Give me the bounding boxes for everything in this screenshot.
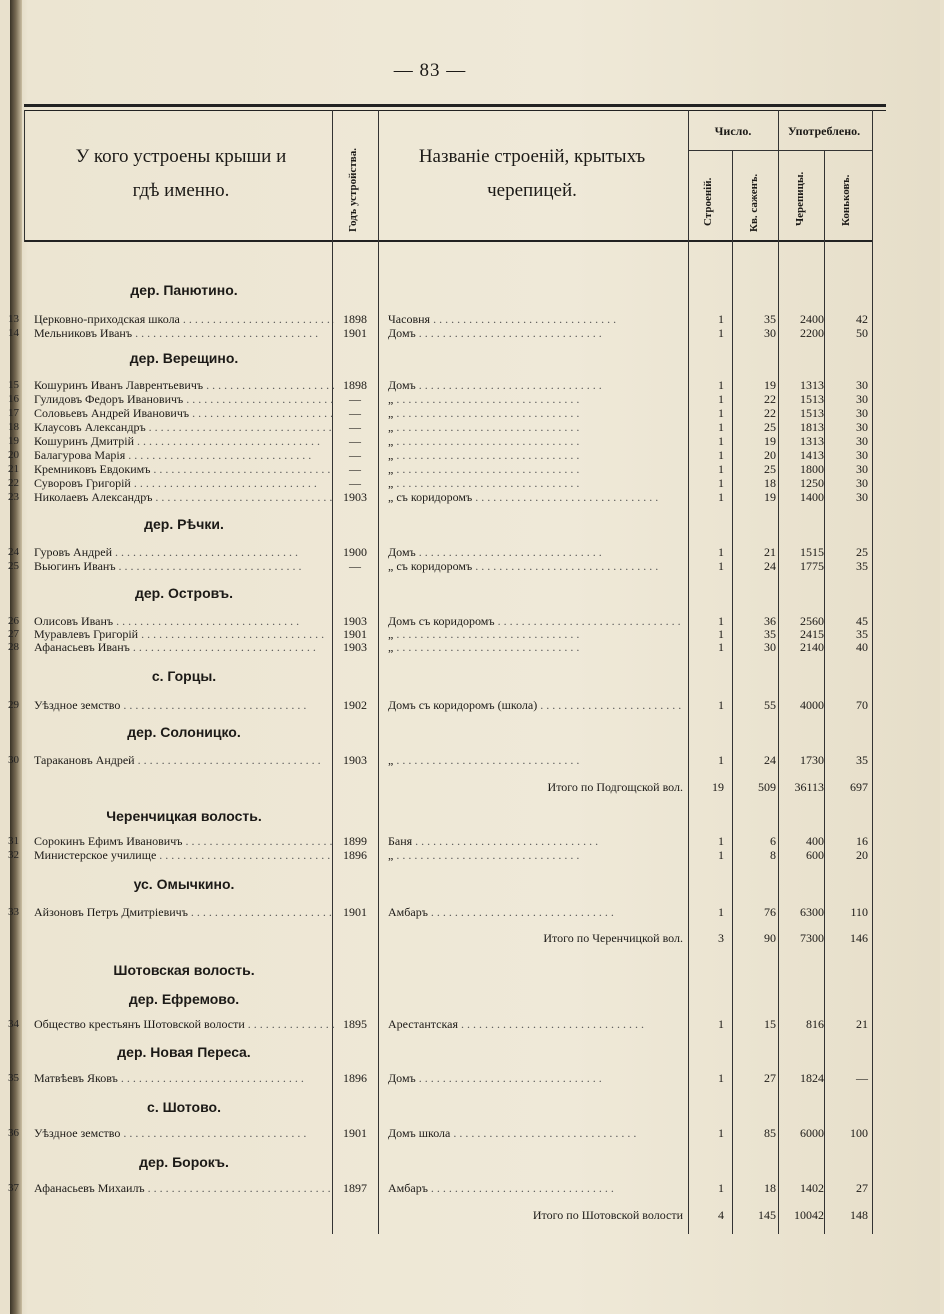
building-name: Домъ . . . — [388, 378, 683, 392]
square-sazhen: 76 — [764, 905, 776, 919]
year-cell: — — [349, 559, 361, 573]
year-cell: 1901 — [343, 627, 367, 641]
header-rule — [24, 240, 872, 242]
row-number: 19 — [8, 435, 19, 447]
header-buildings: Названіе строеній, крытыхъ черепицей. — [418, 146, 646, 201]
building-name: „ съ коридоромъ . . . — [388, 559, 683, 573]
year-cell: 1896 — [343, 848, 367, 862]
year-cell: 1897 — [343, 1181, 367, 1195]
square-sazhen: 19 — [764, 490, 776, 504]
building-name: „ . . . — [388, 420, 683, 434]
square-sazhen: 30 — [764, 326, 776, 340]
buildings-count: 1 — [718, 614, 724, 628]
row-number: 18 — [8, 421, 19, 433]
tiles-count: 1800 — [800, 462, 824, 476]
row-number: 13 — [8, 313, 19, 325]
buildings-count: 4 — [718, 1208, 724, 1222]
header-subrule — [688, 150, 872, 151]
square-sazhen: 25 — [764, 420, 776, 434]
section-title: Шотовская волость. — [113, 962, 255, 978]
owner-name: Кошуринъ Иванъ Лаврентьевичъ . . . — [34, 378, 334, 392]
tiles-count: 1513 — [800, 392, 824, 406]
column-line — [872, 110, 873, 1234]
year-cell: 1896 — [343, 1071, 367, 1085]
row-number: 14 — [8, 327, 19, 339]
ridges-count: 30 — [856, 406, 868, 420]
tiles-count: 400 — [806, 834, 824, 848]
header-year: Годъ устройства. — [347, 148, 359, 232]
ridges-count: 148 — [850, 1208, 868, 1222]
total-row — [10, 1208, 940, 1222]
square-sazhen: 25 — [764, 462, 776, 476]
square-sazhen: 22 — [764, 392, 776, 406]
tiles-count: 6000 — [800, 1126, 824, 1140]
buildings-count: 1 — [718, 406, 724, 420]
tiles-count: 1313 — [800, 378, 824, 392]
buildings-count: 19 — [712, 780, 724, 794]
table-row — [10, 420, 940, 434]
building-name: Амбаръ . . . — [388, 1181, 683, 1195]
table-row — [10, 640, 940, 654]
table-row — [10, 476, 940, 490]
row-number: 36 — [8, 1127, 19, 1139]
tiles-count: 1824 — [800, 1071, 824, 1085]
document-page — [10, 0, 940, 1314]
owner-name: Министерское училище . . . — [34, 848, 334, 862]
year-cell: — — [349, 406, 361, 420]
table-row — [10, 490, 940, 504]
tiles-count: 1413 — [800, 448, 824, 462]
table-row — [10, 627, 940, 641]
owner-name: Сорокинъ Ефимъ Ивановичъ . . . — [34, 834, 334, 848]
table-row — [10, 406, 940, 420]
ridges-count: — — [856, 1071, 868, 1085]
square-sazhen: 18 — [764, 1181, 776, 1195]
year-cell: — — [349, 392, 361, 406]
binding-edge — [10, 0, 22, 1314]
ridges-count: 16 — [856, 834, 868, 848]
tiles-count: 2140 — [800, 640, 824, 654]
building-name: „ . . . — [388, 848, 683, 862]
row-number: 31 — [8, 835, 19, 847]
building-name: Амбаръ . . . — [388, 905, 683, 919]
ridges-count: 35 — [856, 753, 868, 767]
ridges-count: 30 — [856, 462, 868, 476]
buildings-count: 3 — [718, 931, 724, 945]
tiles-count: 6300 — [800, 905, 824, 919]
tiles-count: 2415 — [800, 627, 824, 641]
table-row — [10, 905, 940, 919]
column-line — [24, 110, 25, 242]
ridges-count: 25 — [856, 545, 868, 559]
owner-name: Кошуринъ Дмитрій . . . — [34, 434, 334, 448]
ridges-count: 146 — [850, 931, 868, 945]
table-row — [10, 545, 940, 559]
tiles-count: 10042 — [794, 1208, 824, 1222]
section-title: дер. Ефремово. — [128, 991, 240, 1007]
column-line — [378, 110, 379, 1234]
year-cell: 1895 — [343, 1017, 367, 1031]
table-row — [10, 1181, 940, 1195]
section-title: дер. Островъ. — [135, 585, 233, 601]
building-name: Домъ съ коридоромъ (школа) . . . — [388, 698, 683, 712]
table-row — [10, 698, 940, 712]
ridges-count: 30 — [856, 490, 868, 504]
ridges-count: 42 — [856, 312, 868, 326]
tiles-count: 1313 — [800, 434, 824, 448]
buildings-count: 1 — [718, 1126, 724, 1140]
square-sazhen: 30 — [764, 640, 776, 654]
tiles-count: 1515 — [800, 545, 824, 559]
top-rule — [24, 104, 886, 107]
row-number: 15 — [8, 379, 19, 391]
square-sazhen: 21 — [764, 545, 776, 559]
section-title: ус. Омычкино. — [133, 876, 235, 892]
buildings-count: 1 — [718, 559, 724, 573]
ridges-count: 30 — [856, 476, 868, 490]
square-sazhen: 19 — [764, 378, 776, 392]
buildings-count: 1 — [718, 1181, 724, 1195]
section-title: дер. Рѣчки. — [144, 516, 224, 532]
year-cell: 1898 — [343, 312, 367, 326]
square-sazhen: 8 — [770, 848, 776, 862]
year-cell: 1903 — [343, 614, 367, 628]
table-row — [10, 392, 940, 406]
ridges-count: 30 — [856, 448, 868, 462]
header-used-group: Употреблено. — [787, 124, 861, 138]
building-name: „ . . . — [388, 476, 683, 490]
year-cell: 1901 — [343, 905, 367, 919]
square-sazhen: 22 — [764, 406, 776, 420]
building-name: „ . . . — [388, 448, 683, 462]
tiles-count: 1813 — [800, 420, 824, 434]
owner-name: Муравлевъ Григорій . . . — [34, 627, 334, 641]
owner-name: Кремниковъ Евдокимъ . . . — [34, 462, 334, 476]
tiles-count: 1513 — [800, 406, 824, 420]
square-sazhen: 36 — [764, 614, 776, 628]
building-name: „ . . . — [388, 640, 683, 654]
buildings-count: 1 — [718, 476, 724, 490]
owner-name: Таракановъ Андрей . . . — [34, 753, 334, 767]
year-cell: — — [349, 476, 361, 490]
year-cell: 1903 — [343, 640, 367, 654]
ridges-count: 110 — [850, 905, 868, 919]
section-title: дер. Новая Пересa. — [117, 1044, 251, 1060]
owner-name: Гуровъ Андрей . . . — [34, 545, 334, 559]
section-title: дер. Верещино. — [129, 350, 239, 366]
owner-name: Афанасьевъ Михаилъ . . . — [34, 1181, 334, 1195]
row-number: 27 — [8, 628, 19, 640]
buildings-count: 1 — [718, 627, 724, 641]
ridges-count: 50 — [856, 326, 868, 340]
row-number: 16 — [8, 393, 19, 405]
ridges-count: 100 — [850, 1126, 868, 1140]
square-sazhen: 509 — [758, 780, 776, 794]
row-number: 28 — [8, 641, 19, 653]
square-sazhen: 35 — [764, 312, 776, 326]
square-sazhen: 90 — [764, 931, 776, 945]
tiles-count: 600 — [806, 848, 824, 862]
row-number: 23 — [8, 491, 19, 503]
building-name: „ . . . — [388, 434, 683, 448]
building-name: „ . . . — [388, 392, 683, 406]
section-title: дер. Солоницко. — [127, 724, 241, 740]
building-name: Итого по Черенчицкой вол. — [543, 931, 683, 945]
square-sazhen: 145 — [758, 1208, 776, 1222]
building-name: Арестантская . . . — [388, 1017, 683, 1031]
total-row — [10, 780, 940, 794]
building-name: Домъ школа . . . — [388, 1126, 683, 1140]
buildings-count: 1 — [718, 753, 724, 767]
square-sazhen: 24 — [764, 753, 776, 767]
year-cell: 1903 — [343, 490, 367, 504]
row-number: 21 — [8, 463, 19, 475]
buildings-count: 1 — [718, 392, 724, 406]
year-cell: 1902 — [343, 698, 367, 712]
owner-name: Клаусовъ Александръ . . . — [34, 420, 334, 434]
buildings-count: 1 — [718, 1017, 724, 1031]
tiles-count: 4000 — [800, 698, 824, 712]
owner-name: Айзоновъ Петръ Дмитріевичъ . . . — [34, 905, 334, 919]
buildings-count: 1 — [718, 905, 724, 919]
top-rule-thin — [24, 110, 886, 111]
owner-name: Николаевъ Александръ . . . — [34, 490, 334, 504]
table-row — [10, 448, 940, 462]
square-sazhen: 55 — [764, 698, 776, 712]
buildings-count: 1 — [718, 312, 724, 326]
owner-name: Церковно-приходская школа . . . — [34, 312, 334, 326]
building-name: Баня . . . — [388, 834, 683, 848]
tiles-count: 1402 — [800, 1181, 824, 1195]
table-row — [10, 614, 940, 628]
row-number: 37 — [8, 1182, 19, 1194]
owner-name: Гулидовъ Федоръ Ивановичъ . . . — [34, 392, 334, 406]
header-ridges: Коньковъ. — [840, 174, 852, 226]
square-sazhen: 35 — [764, 627, 776, 641]
row-number: 34 — [8, 1018, 19, 1030]
table-row — [10, 1071, 940, 1085]
tiles-count: 2400 — [800, 312, 824, 326]
row-number: 25 — [8, 560, 19, 572]
table-row — [10, 834, 940, 848]
year-cell: 1901 — [343, 326, 367, 340]
square-sazhen: 24 — [764, 559, 776, 573]
buildings-count: 1 — [718, 490, 724, 504]
square-sazhen: 19 — [764, 434, 776, 448]
table-row — [10, 312, 940, 326]
owner-name: Мельниковъ Иванъ . . . — [34, 326, 334, 340]
total-row — [10, 931, 940, 945]
buildings-count: 1 — [718, 834, 724, 848]
building-name: „ . . . — [388, 627, 683, 641]
column-line — [778, 110, 779, 1234]
header-count-group: Число. — [714, 124, 752, 138]
tiles-count: 1730 — [800, 753, 824, 767]
section-title: Черенчицкая волость. — [106, 808, 262, 824]
row-number: 26 — [8, 615, 19, 627]
ridges-count: 697 — [850, 780, 868, 794]
ridges-count: 40 — [856, 640, 868, 654]
tiles-count: 2560 — [800, 614, 824, 628]
ridges-count: 45 — [856, 614, 868, 628]
tiles-count: 1775 — [800, 559, 824, 573]
section-title: с. Шотово. — [147, 1099, 221, 1115]
tiles-count: 1400 — [800, 490, 824, 504]
building-name: „ . . . — [388, 753, 683, 767]
owner-name: Олисовъ Иванъ . . . — [34, 614, 334, 628]
section-title: с. Горцы. — [151, 668, 217, 684]
ridges-count: 30 — [856, 392, 868, 406]
table-row — [10, 326, 940, 340]
header-buildings-count: Строеній. — [702, 177, 714, 226]
tiles-count: 816 — [806, 1017, 824, 1031]
building-name: Домъ . . . — [388, 326, 683, 340]
tiles-count: 36113 — [794, 780, 824, 794]
table-row — [10, 462, 940, 476]
square-sazhen: 18 — [764, 476, 776, 490]
table-row — [10, 434, 940, 448]
table-row — [10, 559, 940, 573]
row-number: 32 — [8, 849, 19, 861]
ridges-count: 30 — [856, 378, 868, 392]
owner-name: Уѣздное земство . . . — [34, 698, 334, 712]
square-sazhen: 20 — [764, 448, 776, 462]
year-cell: — — [349, 420, 361, 434]
table-row — [10, 753, 940, 767]
ridges-count: 35 — [856, 627, 868, 641]
year-cell: 1903 — [343, 753, 367, 767]
header-tiles: Черепицы. — [794, 171, 806, 226]
table-row — [10, 1126, 940, 1140]
buildings-count: 1 — [718, 462, 724, 476]
ridges-count: 27 — [856, 1181, 868, 1195]
owner-name: Балагурова Марія . . . — [34, 448, 334, 462]
column-line — [688, 110, 689, 1234]
row-number: 20 — [8, 449, 19, 461]
building-name: „ . . . — [388, 462, 683, 476]
buildings-count: 1 — [718, 448, 724, 462]
building-name: Итого по Подгощской вол. — [547, 780, 683, 794]
year-cell: 1898 — [343, 378, 367, 392]
building-name: Домъ . . . — [388, 545, 683, 559]
square-sazhen: 27 — [764, 1071, 776, 1085]
owner-name: Суворовъ Григорій . . . — [34, 476, 334, 490]
buildings-count: 1 — [718, 420, 724, 434]
square-sazhen: 85 — [764, 1126, 776, 1140]
buildings-count: 1 — [718, 848, 724, 862]
table-row — [10, 378, 940, 392]
year-cell: 1899 — [343, 834, 367, 848]
tiles-count: 1250 — [800, 476, 824, 490]
building-name: Итого по Шотовской волости — [532, 1208, 683, 1222]
section-title: дер. Панютино. — [130, 282, 238, 298]
row-number: 33 — [8, 906, 19, 918]
owner-name: Афанасьевъ Иванъ . . . — [34, 640, 334, 654]
ridges-count: 35 — [856, 559, 868, 573]
building-name: Домъ съ коридоромъ . . . — [388, 614, 683, 628]
square-sazhen: 15 — [764, 1017, 776, 1031]
owner-name: Соловьевъ Андрей Ивановичъ . . . — [34, 406, 334, 420]
tiles-count: 2200 — [800, 326, 824, 340]
year-cell: — — [349, 462, 361, 476]
owner-name: Вьюгинъ Иванъ . . . — [34, 559, 334, 573]
ridges-count: 21 — [856, 1017, 868, 1031]
square-sazhen: 6 — [770, 834, 776, 848]
header-who: У кого устроены крыши и гдѣ именно. — [75, 146, 287, 201]
building-name: „ съ коридоромъ . . . — [388, 490, 683, 504]
buildings-count: 1 — [718, 1071, 724, 1085]
buildings-count: 1 — [718, 326, 724, 340]
building-name: „ . . . — [388, 406, 683, 420]
row-number: 30 — [8, 754, 19, 766]
buildings-count: 1 — [718, 698, 724, 712]
building-name: Домъ . . . — [388, 1071, 683, 1085]
ridges-count: 30 — [856, 420, 868, 434]
owner-name: Общество крестьянъ Шотовской волости . . . — [34, 1017, 334, 1031]
year-cell: 1901 — [343, 1126, 367, 1140]
row-number: 22 — [8, 477, 19, 489]
tiles-count: 7300 — [800, 931, 824, 945]
table-row — [10, 848, 940, 862]
buildings-count: 1 — [718, 640, 724, 654]
table-row — [10, 1017, 940, 1031]
row-number: 29 — [8, 699, 19, 711]
header-square-sazhen: Кв. саженъ. — [748, 173, 760, 232]
year-cell: — — [349, 448, 361, 462]
building-name: Часовня . . . — [388, 312, 683, 326]
buildings-count: 1 — [718, 545, 724, 559]
row-number: 17 — [8, 407, 19, 419]
buildings-count: 1 — [718, 378, 724, 392]
owner-name: Матвѣевъ Яковъ . . . — [34, 1071, 334, 1085]
ridges-count: 70 — [856, 698, 868, 712]
owner-name: Уѣздное земство . . . — [34, 1126, 334, 1140]
row-number: 24 — [8, 546, 19, 558]
ridges-count: 20 — [856, 848, 868, 862]
ridges-count: 30 — [856, 434, 868, 448]
row-number: 35 — [8, 1072, 19, 1084]
page-number: — 83 — — [393, 60, 467, 81]
year-cell: 1900 — [343, 545, 367, 559]
year-cell: — — [349, 434, 361, 448]
buildings-count: 1 — [718, 434, 724, 448]
section-title: дер. Борокъ. — [139, 1154, 229, 1170]
